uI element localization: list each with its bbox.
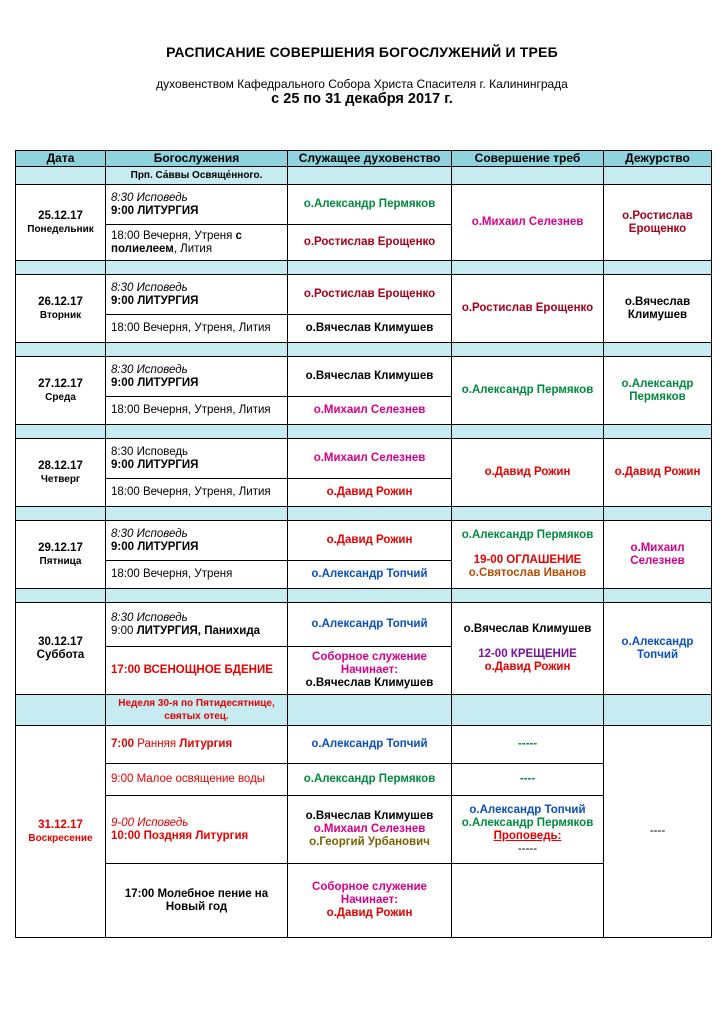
clergy-evening: о.Александр Топчий [288, 561, 452, 589]
day-row-31 [16, 726, 712, 764]
separator [16, 425, 712, 439]
clergy-morning: о.Вячеслав Климушев [288, 357, 452, 397]
duty-cell: ---- [604, 726, 712, 938]
morning-service: 8:30 Исповедь 9:00 ЛИТУРГИЯ, Панихида [106, 603, 288, 647]
clergy-late: о.Вячеслав Климушев о.Михаил Селезнев о.Георгий Урбанович [288, 796, 452, 864]
evening-service: 18:00 Вечерня, Утреня, Лития [106, 479, 288, 507]
weekday-label: Понедельник [27, 223, 94, 235]
clergy-water: о.Александр Пермяков [288, 764, 452, 796]
document-title: РАСПИСАНИЕ СОВЕРШЕНИЯ БОГОСЛУЖЕНИЙ И ТРЕБ [166, 44, 558, 60]
evening-service: 18:00 Вечерня, Утреня с полиелеем, Лития [106, 225, 288, 261]
duty-cell: о.Михаил Селезнев [604, 521, 712, 589]
day-row-25 [16, 185, 712, 225]
duty-cell: о.Александр Топчий [604, 603, 712, 695]
duty-cell: о.Александр Пермяков [604, 357, 712, 425]
clergy-evening: о.Михаил Селезнев [288, 397, 452, 425]
day-row-29 [16, 521, 712, 561]
evening-service: 17:00 ВСЕНОЩНОЕ БДЕНИЕ [106, 647, 288, 695]
duty-cell: о.Ростислав Ерощенко [604, 185, 712, 261]
evening-service: 18:00 Вечерня, Утреня, Лития [106, 397, 288, 425]
morning-service: 8:30 Исповедь 9:00 ЛИТУРГИЯ [106, 439, 288, 479]
new-year-moleben: 17:00 Молебное пение на Новый год [106, 864, 288, 938]
late-liturgy: 9-00 Исповедь 10:00 Поздняя Литургия [106, 796, 288, 864]
feast-label-sunday: Неделя 30-я по Пятидесятнице, святых отец. [106, 695, 288, 726]
water-blessing: 9:00 Малое освящение воды [106, 764, 288, 796]
separator [16, 261, 712, 275]
col-header-duty: Дежурство [604, 151, 712, 167]
day-cell-31: 31.12.17 Воскресение [16, 726, 106, 938]
evening-service: 18:00 Вечерня, Утреня, Лития [106, 315, 288, 343]
morning-service: 8:30 Исповедь 9:00 ЛИТУРГИЯ [106, 275, 288, 315]
day-row-27 [16, 357, 712, 397]
treby-new-year [452, 864, 604, 938]
separator [16, 343, 712, 357]
feast-row [16, 167, 712, 185]
feast-row-sunday [16, 695, 712, 726]
clergy-early: о.Александр Топчий [288, 726, 452, 764]
col-header-services: Богослужения [106, 151, 288, 167]
day-row-30 [16, 603, 712, 647]
clergy-evening: о.Давид Рожин [288, 479, 452, 507]
schedule-table [15, 150, 712, 938]
day-cell-26: 26.12.17 Вторник [16, 275, 106, 343]
treby-cell: о.Давид Рожин [452, 439, 604, 507]
day-row-28 [16, 439, 712, 479]
treby-cell: о.Михаил Селезнев [452, 185, 604, 261]
date-range: с 25 по 31 декабря 2017 г. [271, 91, 453, 107]
early-liturgy: 7:00 Ранняя Литургия [106, 726, 288, 764]
treby-cell: о.Ростислав Ерощенко [452, 275, 604, 343]
separator [16, 589, 712, 603]
day-cell-29: 29.12.17 Пятница [16, 521, 106, 589]
col-header-clergy: Служащее духовенство [288, 151, 452, 167]
day-cell-30: 30.12.17 Суббота [16, 603, 106, 695]
day-row-26 [16, 275, 712, 315]
clergy-evening: Соборное служение Начинает: о.Вячеслав Климушев [288, 647, 452, 695]
treby-water: ---- [452, 764, 604, 796]
clergy-evening: о.Вячеслав Климушев [288, 315, 452, 343]
header-row [16, 151, 712, 167]
clergy-morning: о.Александр Топчий [288, 603, 452, 647]
morning-service: 8:30 Исповедь 9:00 ЛИТУРГИЯ [106, 185, 288, 225]
day-cell-25 [16, 185, 106, 261]
morning-service: 8:30 Исповедь 9:00 ЛИТУРГИЯ [106, 521, 288, 561]
feast-label: Прп. Са́ввы Освяще́нного. [106, 167, 288, 185]
col-header-date: Дата [16, 151, 106, 167]
treby-cell: о.Александр Пермяков 19-00 ОГЛАШЕНИЕ о.Святослав Иванов [452, 521, 604, 589]
col-header-treby: Совершение треб [452, 151, 604, 167]
clergy-morning: о.Давид Рожин [288, 521, 452, 561]
clergy-morning: о.Ростислав Ерощенко [288, 275, 452, 315]
treby-cell: о.Александр Пермяков [452, 357, 604, 425]
day-cell-27: 27.12.17 Среда [16, 357, 106, 425]
treby-late: о.Александр Топчий о.Александр Пермяков Проповедь: ----- [452, 796, 604, 864]
morning-service: 8:30 Исповедь 9:00 ЛИТУРГИЯ [106, 357, 288, 397]
clergy-morning: о.Михаил Селезнев [288, 439, 452, 479]
separator [16, 507, 712, 521]
day-cell-28: 28.12.17 Четверг [16, 439, 106, 507]
evening-service: 18:00 Вечерня, Утреня [106, 561, 288, 589]
date-label: 25.12.17 [38, 209, 83, 222]
duty-cell: о.Вячеслав Климушев [604, 275, 712, 343]
treby-early: ----- [452, 726, 604, 764]
treby-cell: о.Вячеслав Климушев 12-00 КРЕЩЕНИЕ о.Давид Рожин [452, 603, 604, 695]
clergy-evening: о.Ростислав Ерощенко [288, 225, 452, 261]
clergy-new-year: Соборное служение Начинает: о.Давид Рожин [288, 864, 452, 938]
clergy-morning: о.Александр Пермяков [288, 185, 452, 225]
document-subtitle: духовенством Кафедрального Собора Христа Спасителя г. Калининграда [156, 77, 568, 91]
duty-cell: о.Давид Рожин [604, 439, 712, 507]
